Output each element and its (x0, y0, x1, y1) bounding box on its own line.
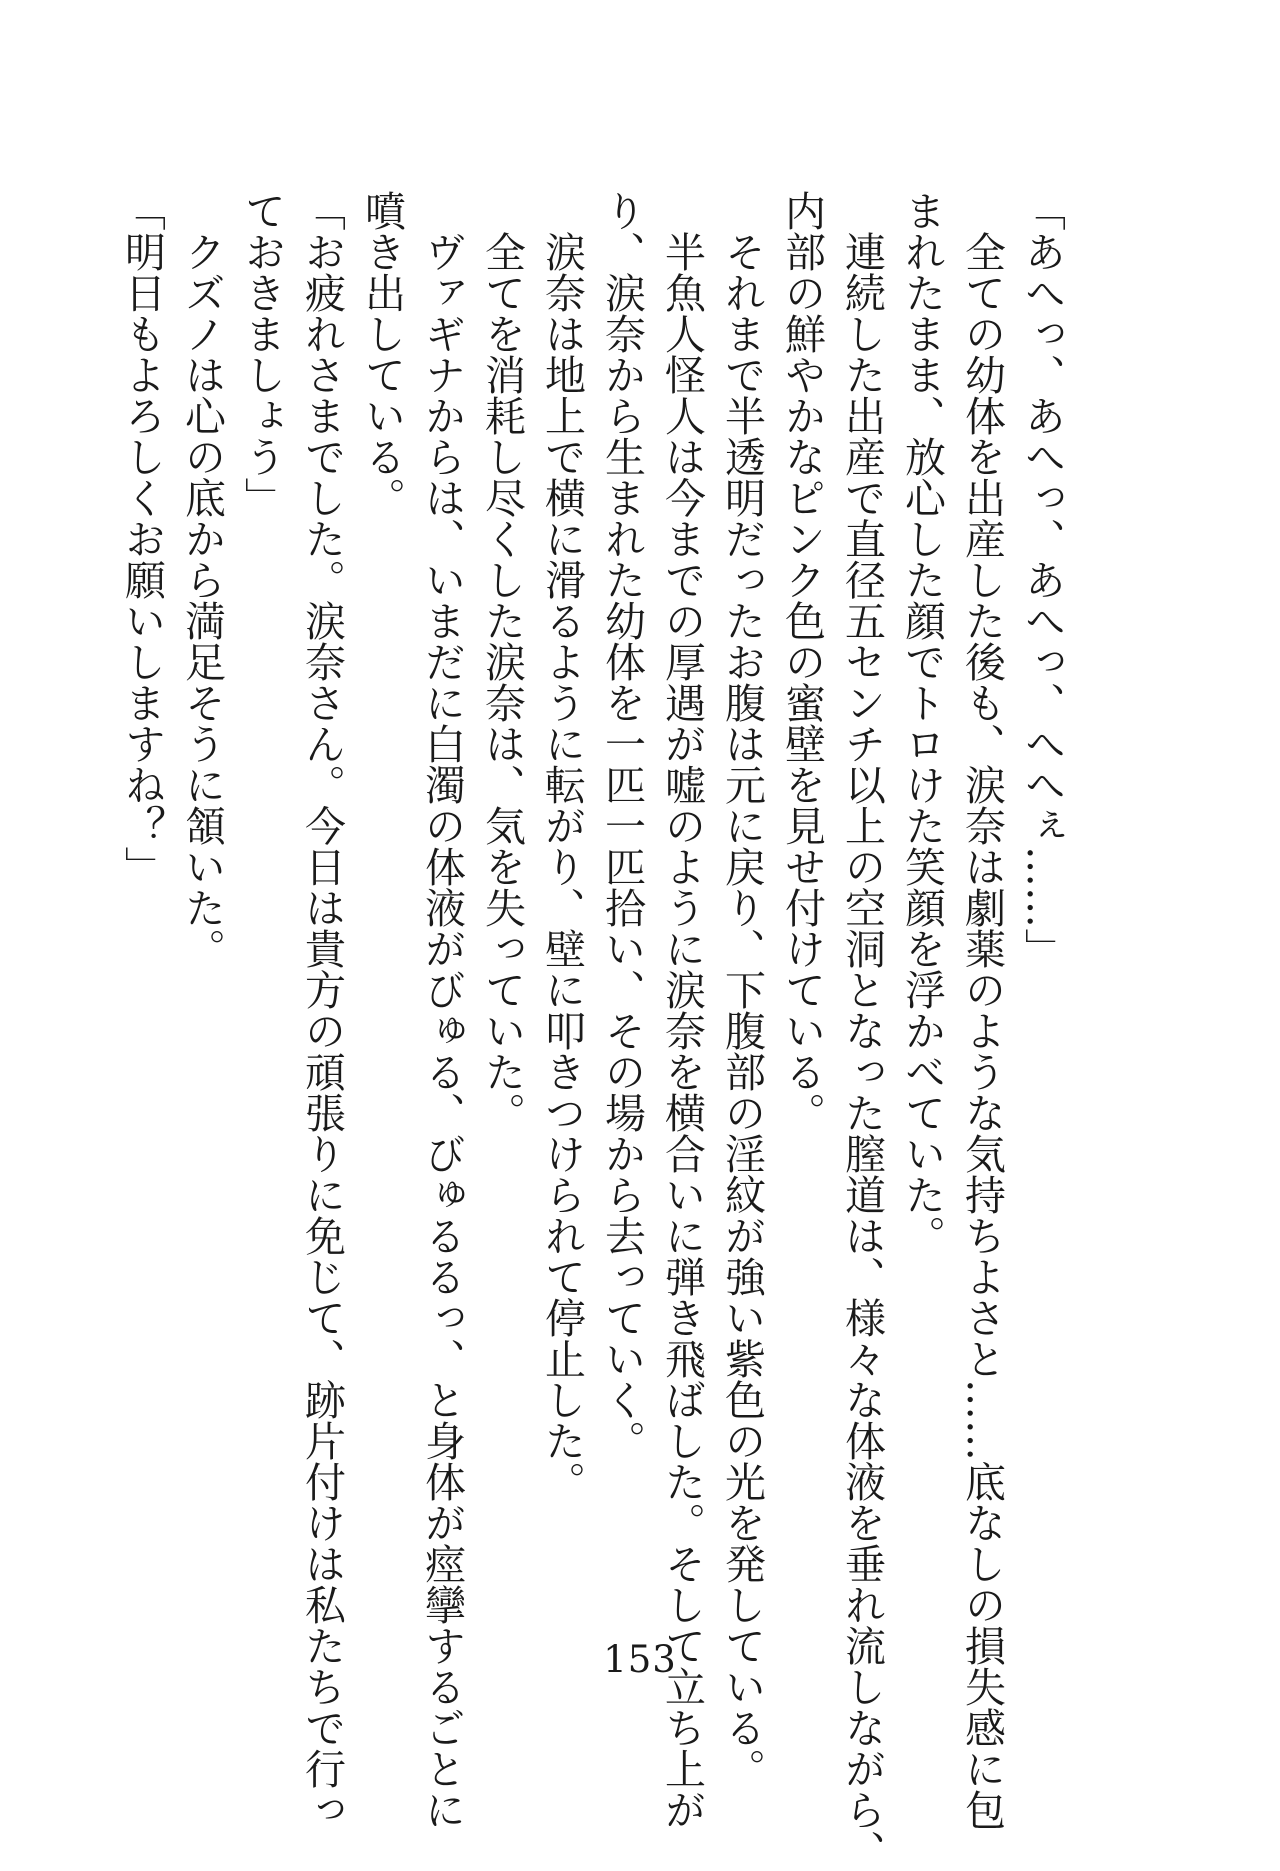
text-line: 半魚人怪人は今までの厚遇が嘘のように涙奈を横合いに弾き飛ばした。そして立ち上が (658, 190, 706, 1830)
text-line: 連続した出産で直径五センチ以上の空洞となった膣道は、様々な体液を垂れ流しながら、 (838, 190, 886, 1871)
text-line: 噴き出している。 (358, 190, 406, 518)
text-line: 「お疲れさまでした。涙奈さん。今日は貴方の頑張りに免じて、跡片付けは私たちで行っ (298, 190, 346, 1830)
text-line: り、涙奈から生まれた幼体を一匹一匹拾い、その場から去っていく。 (598, 190, 646, 1461)
text-line: 全ての幼体を出産した後も、涙奈は劇薬のような気持ちよさと……底なしの損失感に包 (958, 190, 1006, 1830)
text-line: ておきましょう」 (238, 190, 286, 518)
text-line: 全てを消耗し尽くした涙奈は、気を失っていた。 (478, 190, 526, 1133)
text-line: クズノは心の底から満足そうに頷いた。 (178, 190, 226, 969)
text-line: 「あへっ、あへっ、あへっ、へへぇ……」 (1018, 190, 1066, 969)
text-line: 「明日もよろしくお願いしますね？」 (118, 190, 166, 887)
page-number: 153 (603, 1638, 677, 1681)
text-line: まれたまま、放心した顔でトロけた笑顔を浮かべていた。 (898, 190, 946, 1256)
text-line: ヴァギナからは、いまだに白濁の体液がびゅる、びゅるるっ、と身体が痙攣するごとに (418, 190, 466, 1830)
text-line: 涙奈は地上で横に滑るように転がり、壁に叩きつけられて停止した。 (538, 190, 586, 1502)
text-line: 内部の鮮やかなピンク色の蜜壁を見せ付けている。 (778, 190, 826, 1133)
text-line: それまで半透明だったお腹は元に戻り、下腹部の淫紋が強い紫色の光を発している。 (718, 190, 766, 1789)
